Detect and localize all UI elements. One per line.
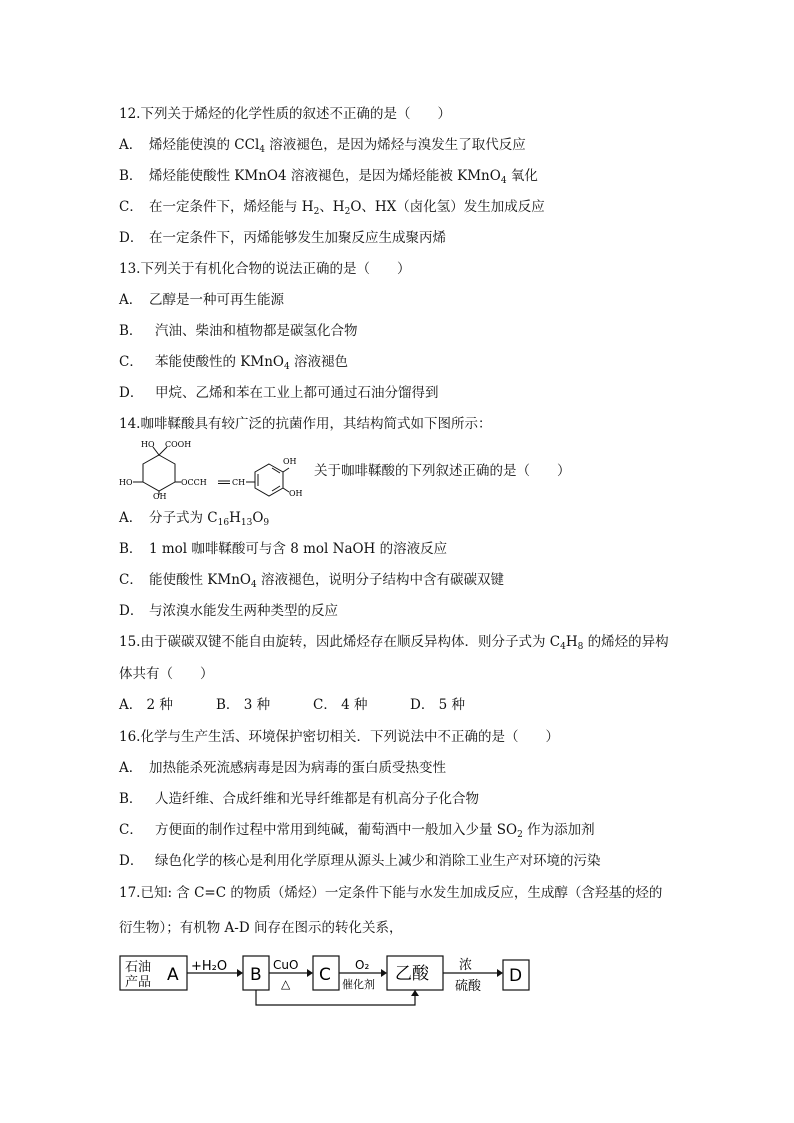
box1-line1: 石油 <box>125 960 152 975</box>
option-letter: A． <box>119 510 143 526</box>
arrow3-top-label: O₂ <box>355 958 370 972</box>
box1-line2: 产品 <box>125 975 152 990</box>
option-letter: A． <box>119 292 143 308</box>
box1-letter: A <box>167 965 179 985</box>
q15-option-d: D． 5 种 <box>410 697 465 713</box>
option-letter: D． <box>119 853 144 869</box>
q13-option-c: C． 苯能使酸性的 KMnO$_4$ 溶液褪色 <box>119 354 348 372</box>
q14-stem: 14.咖啡鞣酸具有较广泛的抗菌作用，其结构简式如下图所示： <box>119 416 492 432</box>
q16-stem: 16.化学与生产生活、环境保护密切相关．下列说法中不正确的是（ ） <box>119 729 559 745</box>
q14-option-d: D． 与浓溴水能发生两种类型的反应 <box>119 603 338 619</box>
q16-option-a: A． 加热能杀死流感病毒是因为病毒的蛋白质受热变性 <box>119 760 446 776</box>
arrow3-bottom-label: 催化剂 <box>342 978 375 991</box>
q12-option-a: A． 烯烃能使溴的 CCl$_4$ 溶液褪色，是因为烯烃与溴发生了取代反应 <box>119 137 526 155</box>
option-letter: C． <box>119 199 143 215</box>
q13-option-d: D． 甲烷、乙烯和苯在工业上都可通过石油分馏得到 <box>119 385 439 401</box>
benzene-ring <box>255 464 283 496</box>
option-letter: D． <box>119 385 144 401</box>
arrow4-top-label: 浓 <box>459 958 473 973</box>
q16-option-b: B． 人造纤维、合成纤维和光导纤维都是有机高分子化合物 <box>119 791 479 807</box>
q12-stem: 12.下列关于烯烃的化学性质的叙述不正确的是（ ） <box>119 106 451 122</box>
cyclohexane-ring <box>143 455 175 491</box>
option-letter: D． <box>119 603 144 619</box>
arrow2-top-label: CuO <box>273 958 299 972</box>
q15-options <box>119 696 465 714</box>
caffeic-tannic-acid-structure <box>119 437 314 499</box>
option-letter: B． <box>119 791 143 807</box>
box2-label: B <box>250 965 262 985</box>
option-letter: A． <box>119 760 143 776</box>
q16-option-d: D． 绿色化学的核心是利用化学原理从源头上减少和消除工业生产对环境的污染 <box>119 853 601 869</box>
q15-option-c: C． 4 种 <box>313 697 368 713</box>
q15-stem-line2: 体共有（ ） <box>119 666 214 682</box>
option-letter: B． <box>119 541 143 557</box>
arrow2-bottom-label: △ <box>281 977 291 991</box>
q13-stem: 13.下列关于有机化合物的说法正确的是（ ） <box>119 261 411 277</box>
q12-option-b: B． 烯烃能使酸性 KMnO4 溶液褪色，是因为烯烃能被 KMnO$_4$ 氧化 <box>119 168 538 186</box>
connector-b-to-acetic-acid <box>256 990 415 1005</box>
q14-stem-continued: 关于咖啡鞣酸的下列叙述正确的是（ ） <box>314 463 571 479</box>
label-cooh: COOH <box>165 440 192 449</box>
box3-label: C <box>319 965 331 985</box>
label-ho-left: HO <box>119 478 133 487</box>
q12-option-c: C． 在一定条件下，烯烃能与 $H_2$、$H_2O$、HX（卤化氢）发生加成反应 <box>119 199 545 217</box>
label-ho-top: HO <box>141 440 155 449</box>
label-oh-right: OH <box>289 489 303 498</box>
q13-option-b: B． 汽油、柴油和植物都是碳氢化合物 <box>119 323 358 339</box>
label-occh: OCCH <box>181 478 207 487</box>
arrow4-bottom-label: 硫酸 <box>455 979 482 994</box>
conversion-flow-diagram <box>119 950 539 1012</box>
label-ch: CH <box>232 478 246 487</box>
box5-label: D <box>509 966 523 986</box>
q14-option-c: C． 能使酸性 KMnO$_4$ 溶液褪色，说明分子结构中含有碳碳双键 <box>119 572 504 590</box>
q13-option-a: A． 乙醇是一种可再生能源 <box>119 292 284 308</box>
option-letter: C． <box>119 354 143 370</box>
q17-stem-line1: 17.已知: 含 C=C 的物质（烯烃）一定条件下能与水发生加成反应，生成醇（含羟基的烃的 <box>119 885 663 901</box>
box4-label: 乙酸 <box>395 964 429 984</box>
q16-option-c: C． 方便面的制作过程中常用到纯碱，葡萄酒中一般加入少量 $SO_2$ 作为添加剂 <box>119 822 595 840</box>
option-letter: B． <box>119 168 143 184</box>
arrow1-label: +H₂O <box>191 959 228 974</box>
label-oh-right-top: OH <box>283 457 297 466</box>
option-letter: C． <box>119 572 143 588</box>
q17-stem-line2: 衍生物）；有机物 A-D 间存在图示的转化关系， <box>119 920 403 936</box>
q15-option-a: A． 2 种 <box>119 697 173 713</box>
q15-option-b: B． 3 种 <box>216 697 271 713</box>
q14-option-b: B． 1 mol 咖啡鞣酸可与含 8 mol NaOH 的溶液反应 <box>119 541 448 557</box>
q12-option-d: D． 在一定条件下，丙烯能够发生加聚反应生成聚丙烯 <box>119 230 446 246</box>
q15-stem: 15.由于碳碳双键不能自由旋转，因此烯烃存在顺反异构体．则分子式为 $C_4H_8$ 的烯烃的异构 <box>119 634 669 652</box>
option-letter: B． <box>119 323 143 339</box>
option-letter: A． <box>119 137 143 153</box>
option-letter: D． <box>119 230 144 246</box>
option-letter: C． <box>119 822 143 838</box>
q14-option-a: A． 分子式为 $C_{16}H_{13}O_9$ <box>119 510 270 528</box>
label-oh-bottom: OH <box>153 492 167 499</box>
